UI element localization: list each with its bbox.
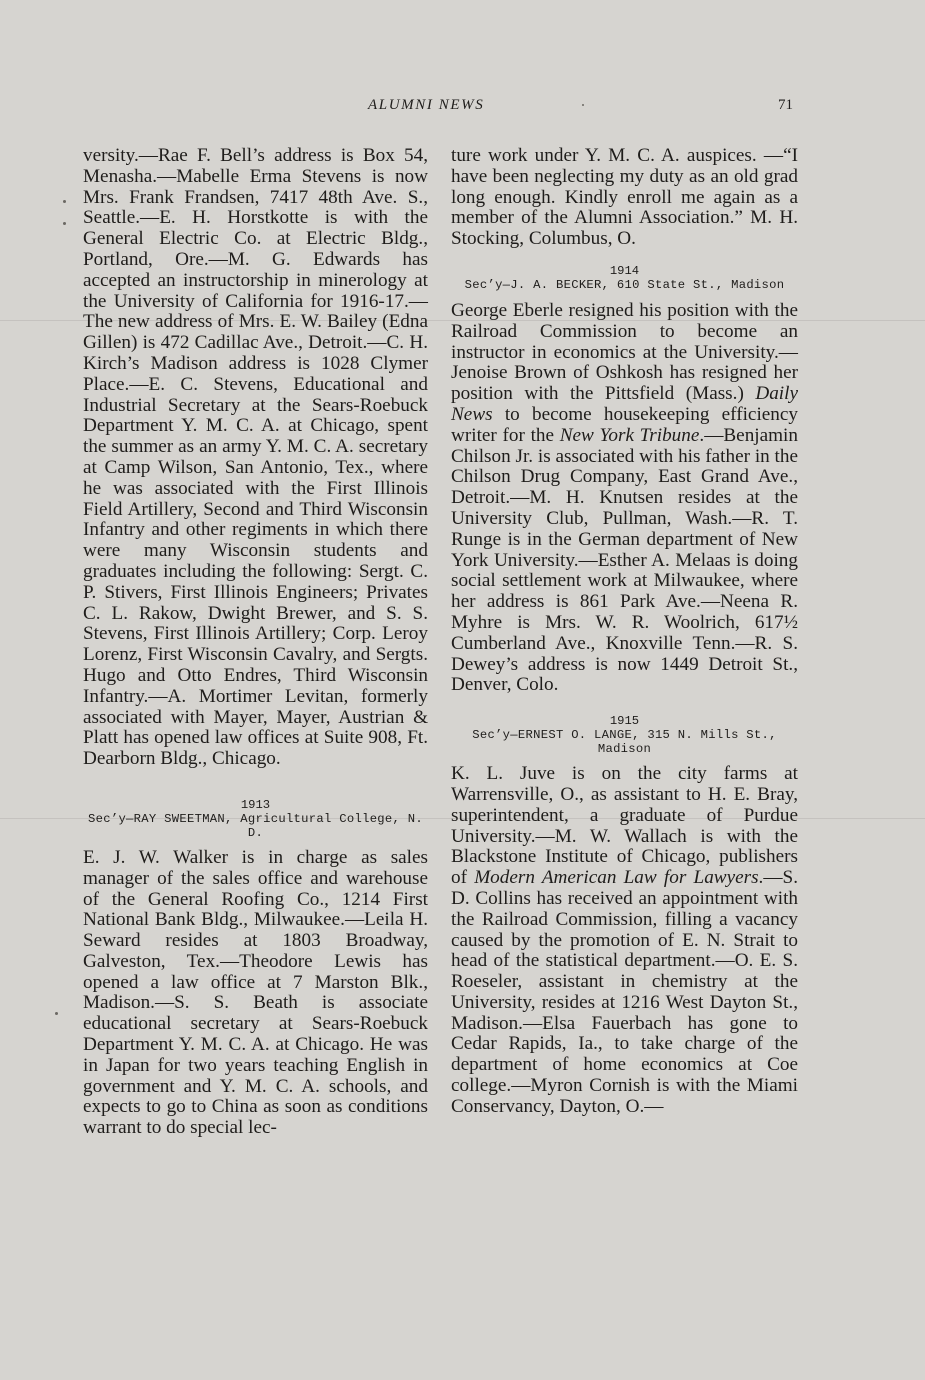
running-head <box>0 97 925 121</box>
page-number: 71 <box>778 97 793 113</box>
class-year-heading: 1914 <box>609 263 640 278</box>
class-notes-paragraph: versity.—Rae F. Bell’s address is Box 54, Menasha.—Mabelle Erma Stevens is now Mrs. Frank Frandsen, 7417 48th Ave. S., Seattle.—E. H. Horstkotte is with the General Electric Co. at Electric Bldg., Portland, Ore.—M. G. Edwards has accepted an instructorship in minerology at the University of California for 1916-17.—The new address of Mrs. E. W. Bailey (Edna Gillen) is 472 Cadillac Ave., Detroit.—C. H. Kirch’s Madison address is 1028 Clymer Place.—E. C. Stevens, Educational and Industrial Secretary at the Sears-Roebuck Department Y. M. C. A. at Chicago, spent the summer as an army Y. M. C. A. secretary at Camp Wilson, San Antonio, Tex., where he was associated with the First Illinois Field Artillery, Second and Third Wisconsin Infantry and other regiments in which there were many Wisconsin students and graduates including the following: Sergt. C. P. Stivers, First Illinois Engineers; Privates C. L. Rakow, Dwight Brewer, and S. S. Stevens, First Illinois Artillery; Corp. Leroy Lorenz, First Wisconsin Cavalry, and Sergts. Hugo and Otto Endres, Third Wisconsin Infantry.—A. Mortimer Levitan, formerly associated with Mayer, Mayer, Austrian & Platt has opened law offices at Suite 908, Ft. Dearborn Bldg., Chicago. <box>83 145 428 770</box>
paper-speck <box>63 222 66 225</box>
notes-text: .—S. D. Collins has received an appointment with the Railroad Commission, filling a vacancy caused by the promotion of E. N. Strait to head of the statistical department.—O. E. S. Roeseler, assistant in chemistry at the University, resides at 1216 West Dayton St., Madison.—Elsa Fauerbach has gone to Cedar Rapids, Ia., to take charge of the department of home economics at Coe college.—Myron Cornish is with the Miami Conservancy, Dayton, O.— <box>451 867 798 1117</box>
class-notes-paragraph: ture work under Y. M. C. A. auspices. —“I have been neglecting my duty as an old grad long enough. Kindly enroll me again as a member of the Alumni Association.” M. H. Stocking, Columbus, O. <box>451 145 798 250</box>
notes-text: to become housekeeping efficiency writer for the <box>451 403 798 446</box>
left-column <box>83 146 428 1139</box>
publication-title: Daily News <box>451 383 798 425</box>
right-column <box>451 146 798 1118</box>
paper-speck <box>63 200 66 203</box>
notes-text: .—Benjamin Chilson Jr. is associated with his father in the Chilson Drug Company, East Grand Ave., Detroit.—M. H. Knutsen resides at the University Club, Pullman, Wash.—R. T. Runge is in the German department of New York University.—Esther A. Melaas is doing social settlement work at Milwaukee, where her address is 861 Park Ave.—Neena R. Myhre is Mrs. W. R. Woolrich, 617½ Cumberland Ave., Knoxville Tenn.—R. S. Dewey’s address is now 1449 Detroit St., Denver, Colo. <box>451 424 798 696</box>
class-secretary-line: Sec’y—RAY SWEETMAN, Agricultural College, N. D. <box>87 811 423 840</box>
class-secretary-line: Sec’y—J. A. BECKER, 610 State St., Madison <box>464 277 785 292</box>
class-1915-section <box>451 714 798 1118</box>
notes-text: George Eberle resigned his position with the Railroad Commission to become an instructor in economics at the University.—Jenoise Brown of Oshkosh has resigned her position with the Pittsfield (Mass.) <box>451 299 798 405</box>
class-year-heading: 1915 <box>609 714 640 729</box>
class-1914-section <box>451 264 798 696</box>
class-notes-paragraph <box>451 301 798 696</box>
class-1913-section <box>83 798 428 1139</box>
class-secretary-line: Sec’y—ERNEST O. LANGE, 315 N. Mills St., Madison <box>472 728 777 757</box>
class-year-heading: 1913 <box>240 797 271 812</box>
class-notes-paragraph: E. J. W. Walker is in charge as sales manager of the sales office and warehouse of the General Roofing Co., 1214 First National Bank Bldg., Milwaukee.—Leila H. Seward resides at 1803 Broadway, Galveston, Tex.—Theodore Lewis has opened a law office at 7 Marston Blk., Madison.—S. S. Beath is associate educational secretary at Sears-Roebuck Department Y. M. C. A. at Chicago. He was in Japan for two years teaching English in government and Y. M. C. A. schools, and expects to go to China as soon as conditions warrant to do special lec- <box>83 846 428 1139</box>
running-title: ALUMNI NEWS <box>368 97 485 113</box>
publication-title: Modern American Law for Lawyers <box>474 867 759 889</box>
notes-text: K. L. Juve is on the city farms at Warrensville, O., as assistant to H. E. Bray, superintendent, a graduate of Purdue University.—M. W. Wallach is with the Blackstone Institute of Chicago, publishers of <box>451 763 798 889</box>
class-notes-paragraph <box>451 764 798 1118</box>
paper-speck <box>55 1012 58 1015</box>
publication-title: New York Tribune <box>559 424 700 446</box>
